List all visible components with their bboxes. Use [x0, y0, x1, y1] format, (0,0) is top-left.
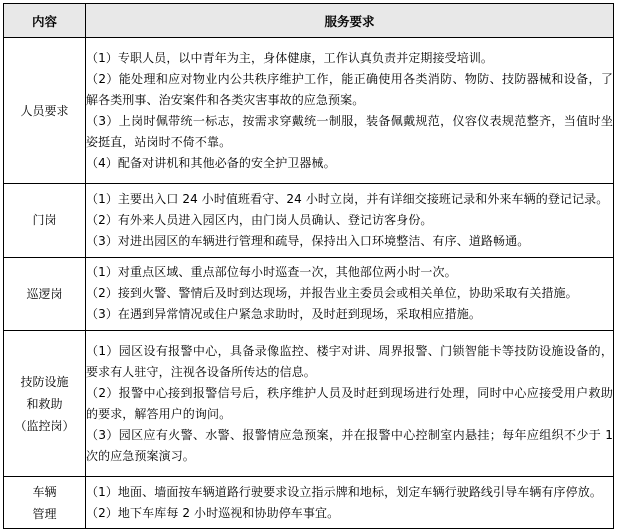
- list-item: （3）园区应有火警、水警、报警情应急预案，并在报警中心控制室内悬挂；每年应组织不少于 1次的应急预案演习。: [86, 427, 613, 463]
- table-row: [4, 184, 614, 258]
- list-item: （2）能处理和应对物业内公共秩序维护工作，能正确使用各类消防、物防、技防器械和设备，了解各类刑事、治安案件和各类灾害事故的应急预案。: [86, 71, 613, 107]
- list-item: （3）对进出园区的车辆进行管理和疏导，保持出入口环境整洁、有序、道路畅通。: [86, 233, 530, 248]
- category-line: 车辆: [32, 484, 57, 499]
- table-header-row: [4, 4, 614, 38]
- category-line: 和救助: [26, 396, 63, 411]
- category-gate: 门岗: [4, 184, 86, 258]
- list-item: （3）上岗时佩带统一标志，按需求穿戴统一制服，装备佩戴规范，仪容仪表规范整齐，当值时坐姿挺直，站岗时不倚不靠。: [86, 113, 613, 149]
- items-monitoring: [86, 331, 614, 477]
- list-item: （1）专职人员，以中青年为主，身体健康，工作认真负责并定期接受培训。: [86, 50, 494, 65]
- list-item: （2）地下车库每 2 小时巡视和协助停车事宜。: [86, 505, 340, 520]
- table-row: [4, 257, 614, 331]
- table-row: [4, 331, 614, 477]
- list-item: （1）园区设有报警中心，具备录像监控、楼宇对讲、周界报警、门锁智能卡等技防设施设备的，要求有人驻守，注视各设备所传达的信息。: [86, 343, 613, 379]
- header-service-requirements: 服务要求: [86, 4, 614, 38]
- category-line: 管理: [32, 506, 57, 521]
- category-monitoring: [4, 331, 86, 477]
- list-item: （3）在遇到异常情况或住户紧急求助时，及时赶到现场，采取相应措施。: [86, 307, 481, 322]
- table-row: [4, 477, 614, 529]
- list-item: （1）地面、墙面按车辆道路行驶要求设立指示牌和地标，划定车辆行驶路线引导车辆有序停放。: [86, 484, 602, 499]
- items-vehicle: [86, 477, 614, 529]
- items-personnel: [86, 38, 614, 184]
- list-item: （2）有外来人员进入园区内，由门岗人员确认、登记访客身份。: [86, 212, 433, 227]
- list-item: （4）配备对讲机和其他必备的安全护卫器械。: [86, 155, 336, 170]
- category-line: （监控岗）: [14, 418, 75, 433]
- category-personnel: 人员要求: [4, 38, 86, 184]
- service-requirements-table: [3, 3, 614, 529]
- list-item: （1）主要出入口 24 小时值班看守、24 小时立岗，并有详细交接班记录和外来车辆的登记记录。: [86, 191, 609, 206]
- category-patrol: 巡逻岗: [4, 257, 86, 331]
- table-row: [4, 38, 614, 184]
- list-item: （2）报警中心接到报警信号后，秩序维护人员及时赶到现场进行处理，同时中心应接受用户救助的要求，解答用户的询问。: [86, 385, 613, 421]
- items-patrol: [86, 257, 614, 331]
- category-line: 技防设施: [20, 374, 69, 389]
- list-item: （1）对重点区域、重点部位每小时巡查一次，其他部位两小时一次。: [86, 265, 457, 280]
- list-item: （2）接到火警、警情后及时到达现场，并报告业主委员会或相关单位，协助采取有关措施。: [86, 286, 578, 301]
- header-content: 内容: [4, 4, 86, 38]
- items-gate: [86, 184, 614, 258]
- category-vehicle: [4, 477, 86, 529]
